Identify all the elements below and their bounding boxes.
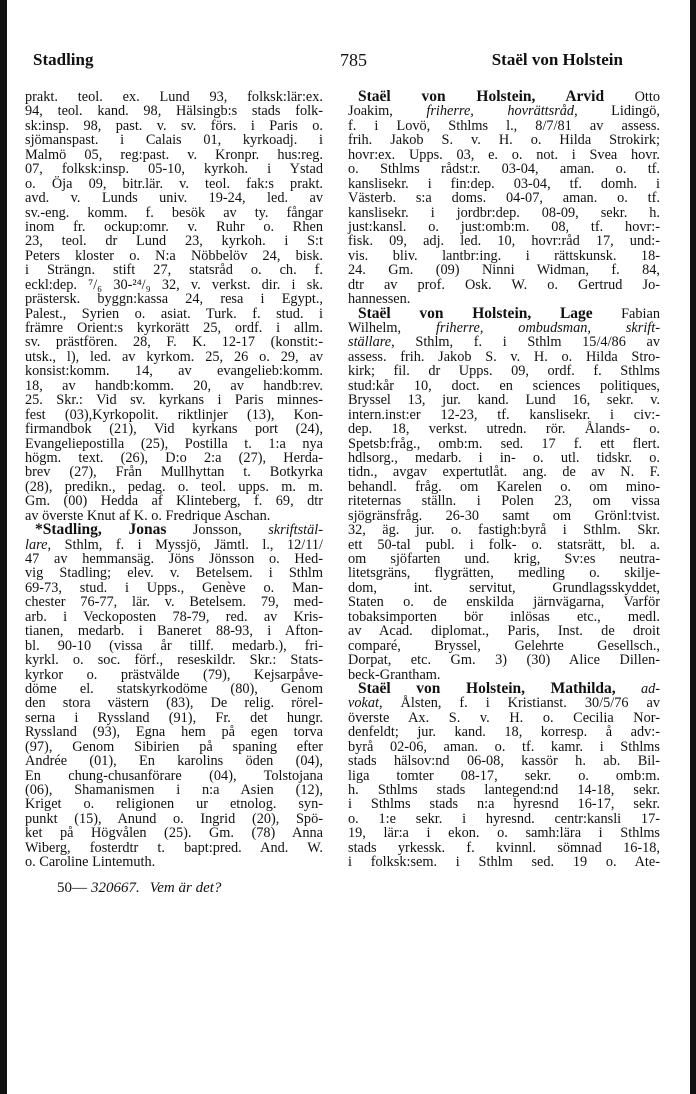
text-line [25, 740, 323, 754]
footer-code: 50— [57, 880, 87, 896]
text-run: liga tomter 08-17, sekr. o. omb:m. [348, 767, 660, 784]
text-line [348, 350, 660, 364]
italic-text: ad- [640, 680, 660, 697]
text-run: (06), Shamanismen i n:a Asien (12), [25, 782, 323, 798]
text-run: Wilhelm, [348, 320, 436, 336]
entry-paragraph [348, 304, 660, 683]
text-run: , Sthlm, f. i Sthlm 15/4/86 av [391, 334, 660, 351]
text-line [348, 696, 660, 710]
text-run: Bryssel 13, jur. kand. Lund 16, sekr. v. [348, 392, 660, 409]
text-line [348, 177, 660, 191]
text-line [348, 278, 660, 292]
text-run: 32, äg. jur. o. fastigh:byrå i Sthlm. Skr. [348, 522, 660, 539]
text-line [348, 437, 660, 451]
text-run: inom fr. ockup:omr. v. Ruhr o. Rhen [25, 218, 323, 235]
text-line [348, 552, 660, 566]
text-line [25, 234, 323, 248]
text-run: kyrkl. o. soc. förf., reseskildr. Skr.: Stats- [25, 652, 323, 669]
text-run: av överste Knut af K. o. Fredrique Aschan. [25, 507, 271, 524]
text-line [348, 249, 660, 263]
text-line [348, 263, 660, 277]
text-line [25, 292, 323, 306]
text-line [348, 679, 660, 697]
text-column-left [25, 90, 323, 870]
text-run: o. 1:e sekr. i hyresnd. centr:kansli 17- [348, 810, 660, 827]
footer-number: 320667. [91, 880, 140, 896]
text-line [348, 393, 660, 407]
text-run: hovr:ex. Upps. 03, e. o. not. i Svea hovr. [348, 146, 660, 163]
text-line [25, 826, 323, 840]
text-run: eckl:dep. ⁷/₆ 30-²⁴/₉ 32, v. verkst. dir. i sk. [25, 276, 323, 293]
text-run: av Acad. diplomat., Paris, Inst. de droit [348, 623, 660, 640]
text-line [348, 523, 660, 537]
text-run: den stora västern (83), De relig. rörel- [25, 695, 323, 712]
text-run: sjömanspast. i Calais 01, kyrkoadj. i [25, 132, 323, 149]
text-line [348, 90, 660, 104]
text-line [25, 566, 323, 580]
text-line [348, 610, 660, 624]
text-line [25, 90, 323, 104]
text-run: sv.-eng. komm. f. besök av ty. fångar [25, 204, 323, 221]
text-line [348, 538, 660, 552]
text-run: avd. v. Lunds univ. 19-24, led. av [25, 190, 323, 207]
text-run: tianen, medarb. i Baneret 88-93, i Afton- [25, 623, 323, 640]
text-line [25, 104, 323, 118]
text-run: sk:insp. 98, past. v. sv. förs. i Paris o. [25, 117, 323, 134]
page-number: 785 [340, 50, 367, 70]
text-line [25, 581, 323, 595]
text-run: 19, lär:a i ekon. o. samh:lära i Sthlms [348, 825, 660, 842]
entry-name: Staël von Holstein, Lage [358, 304, 593, 322]
text-run: stads yrkessk. f. kvinnl. sömnad 16-18, [348, 839, 660, 856]
text-line [25, 379, 323, 393]
italic-text: ställare [348, 334, 392, 351]
text-line [25, 321, 323, 335]
text-run: comparé, Bryssel, Gelehrte Gesellsch., [348, 637, 660, 654]
text-run: ket på Högvålen (25). Gm. (78) Anna [25, 825, 323, 842]
text-run: firmandbok (21), Vid kyrkans port (24), [25, 421, 323, 438]
text-run: Malmö 05, reg:past. v. Kronpr. hus:reg. [25, 146, 323, 163]
text-line [25, 668, 323, 682]
text-run: 94, teol. kand. 98, Hälsingb:s stads folk- [25, 103, 323, 120]
text-line [348, 191, 660, 205]
text-run: hannessen. [348, 291, 411, 308]
text-line [348, 566, 660, 580]
text-run: behandl. fråg. om Karelen o. om mino- [348, 478, 660, 495]
text-run: kanslisekr. i fin:dep. 03-04, tf. domh. i [348, 175, 660, 192]
text-line [25, 263, 323, 277]
text-run: assess. frih. Jakob S. v. H. o. Hilda Stro- [348, 348, 660, 365]
text-line [25, 451, 323, 465]
text-line [25, 855, 323, 869]
text-line [348, 119, 660, 133]
entry-paragraph [348, 90, 660, 307]
footer-title: Vem är det? [149, 880, 222, 896]
text-run: Wiberg, fosterdtr t. bapt:pred. And. W. [25, 839, 323, 856]
italic-text: friherre, hovrättsråd [426, 103, 575, 120]
text-column-right [348, 90, 660, 870]
text-run: om sjöfarten und. krig, Sv:es neutra- [348, 551, 660, 567]
text-run: dep. 18, verkst. utredn. rör. Ålands- o. [348, 421, 660, 438]
text-line [25, 696, 323, 710]
text-line [348, 206, 660, 220]
text-run: denfeldt; jur. kand. 18, korresp. å adv:- [348, 724, 660, 741]
text-run: o. Öja 09, bitr.lär. v. teol. fak:s prakt. [25, 175, 323, 192]
text-run: Otto [604, 89, 660, 105]
scan-edge-right [690, 0, 696, 1094]
text-line [348, 480, 660, 494]
text-run: ett 50-tal publ. i folk- o. statsrätt, bl. a. [348, 536, 660, 553]
text-run: högm. text. (26), D:o 2:a (27), Herda- [25, 449, 323, 466]
text-line [348, 812, 660, 826]
text-line [348, 379, 660, 393]
text-line [25, 797, 323, 811]
text-run: Palest., Syrien o. asiat. Turk. f. stud. i [25, 305, 323, 322]
text-line [348, 465, 660, 479]
text-line [25, 393, 323, 407]
text-run: hdlsorg., medarb. i in- o. utl. tidskr. o. [348, 449, 660, 466]
text-line [348, 234, 660, 248]
text-line [25, 206, 323, 220]
text-line [25, 538, 323, 552]
text-run: främre Orient:s kyrkorätt 25, ordf. i allm. [25, 320, 323, 336]
text-run: dom, int. servitut, Grundlagsskyddet, [348, 579, 660, 596]
text-run: 18, av handb:komm. 20, av handb:rev. [25, 377, 323, 394]
text-run: frih. Jakob S. v. H. o. Hilda Strokirk; [348, 132, 660, 149]
text-line [25, 639, 323, 653]
text-line [25, 610, 323, 624]
text-line [348, 595, 660, 609]
text-line [25, 682, 323, 696]
text-run: just:kansl. o. just:omb:m. 08, tf. hovr:- [348, 218, 660, 235]
text-run: , Lidingö, [574, 103, 660, 120]
text-run: Västerb. s:a doms. 04-07, aman. o. tf. [348, 190, 660, 207]
text-line [25, 119, 323, 133]
text-run: i Sthlms stads n:a hyresnd 16-17, sekr. [348, 796, 660, 813]
text-line [25, 480, 323, 494]
text-line [25, 494, 323, 508]
text-line [348, 855, 660, 869]
text-run: o. Caroline Lintemuth. [25, 854, 156, 871]
text-line [25, 278, 323, 292]
text-run: Spetsb:fråg., omb:m. sed. 17 f. ett flert. [348, 435, 660, 452]
text-run: Kriget o. religionen ur etnolog. syn- [25, 796, 323, 813]
text-run: Peters kloster o. N:a Nöbbelöv 24, bisk. [25, 247, 323, 264]
text-run: punkt (15), Anund o. Ingrid (20), Spö- [25, 810, 323, 827]
text-line [25, 191, 323, 205]
text-run: vig Stadling; elev. v. Betelsem. i Sthlm [25, 565, 323, 582]
text-line [348, 653, 660, 667]
text-run: prakt. teol. ex. Lund 93, folksk:lär:ex. [25, 89, 323, 105]
text-run: 69-73, stud. i Upps., Genève o. Man- [25, 579, 323, 596]
text-run: Dorpat, etc. Gm. 3) (30) Alice Dillen- [348, 652, 660, 669]
running-head-right: Staël von Holstein [491, 50, 623, 69]
text-line [25, 754, 323, 768]
text-line [25, 220, 323, 234]
text-line [348, 408, 660, 422]
text-line [348, 133, 660, 147]
text-run: fest (03),Kyrkopolit. riktlinjer (13), Kon- [25, 406, 323, 423]
text-run: kirk; fil. dr Upps. 09, ordf. f. Sthlms [348, 363, 660, 380]
text-run: Staten o. de enskilda järnvägarna, Varför [348, 594, 660, 611]
text-line [25, 653, 323, 667]
text-line [25, 364, 323, 378]
text-run: i Strängn. stift 27, statsråd o. ch. f. [25, 262, 323, 279]
text-line [348, 639, 660, 653]
text-line [348, 422, 660, 436]
text-line [348, 581, 660, 595]
text-run: litetsgräns, flygrätten, medling o. skilje- [348, 565, 660, 582]
entry-paragraph [348, 679, 660, 871]
entry-paragraph [25, 90, 323, 523]
text-run: Jonsson, [166, 522, 269, 539]
text-line [25, 595, 323, 609]
text-line [25, 725, 323, 739]
text-run: sjögränsfråg. 26-30 samt om Grönl:tvist. [348, 507, 660, 524]
text-line [25, 408, 323, 422]
text-run: dtr av prof. Osk. W. o. Gertrud Jo- [348, 276, 660, 293]
entry-name: Staël von Holstein, Mathilda, [358, 679, 616, 697]
text-line [25, 335, 323, 349]
text-line [348, 162, 660, 176]
text-run: Gm. (00) Hedda af Klinteberg, f. 69, dtr [25, 493, 323, 510]
text-line [25, 769, 323, 783]
text-run: konsist:komm. 14, av evangelieb:komm. [25, 363, 323, 380]
text-run: stads hälsov:nd 06-08, kassör h. ab. Bil- [348, 753, 660, 770]
text-run: o. Sthlms rådst:r. 03-04, aman. o. tf. [348, 161, 660, 178]
text-run: i folksk:sem. i Sthlm sed. 19 o. Ate- [348, 854, 660, 871]
text-line [348, 826, 660, 840]
text-run: , Sthlm, f. i Myssjö, Jämtl. l., 12/11/ [47, 536, 323, 553]
text-run: 07, folksk:insp. 05-10, kyrkoh. i Ystad [25, 161, 323, 178]
text-run: tobaksimporten bör inlösas etc., medl. [348, 608, 660, 625]
text-run: byrå 02-06, aman. o. tf. kamr. i Sthlms [348, 738, 660, 755]
text-run: serna i Ryssland (91), Fr. det hungr. [25, 709, 323, 726]
text-run: döme el. statskyrkodöme (80), Genom [25, 680, 323, 697]
entry-paragraph [25, 523, 323, 870]
text-line [25, 249, 323, 263]
text-line [348, 754, 660, 768]
text-line [348, 364, 660, 378]
text-run: arb. i Veckoposten 78-79, red. av Kris- [25, 608, 323, 625]
text-line [348, 783, 660, 797]
text-line [348, 335, 660, 349]
text-line [348, 624, 660, 638]
text-run: f. i Lovö, Sthlms l., 8/7/81 av assess. [348, 117, 660, 134]
text-line [25, 148, 323, 162]
text-run: Evangeliepostilla (25), Postilla t. 1:a nya [25, 435, 323, 452]
text-run: Joakim, [348, 103, 427, 120]
text-line [25, 783, 323, 797]
text-run: 23, teol. dr Lund 23, kyrkoh. i S:t [25, 233, 323, 250]
text-run: (97), Genom Sibirien på spaning efter [25, 738, 323, 755]
text-run: En chung-chusanförare (04), Tolstojana [25, 767, 323, 784]
text-run: kyrkor o. prästvälde (79), Kejsarpåve- [25, 666, 323, 683]
text-run: prästersk. byggn:kassa 24, resa i Egypt., [25, 291, 323, 308]
page-footer [57, 880, 221, 897]
text-line [25, 841, 323, 855]
text-run: utsk., l), led. av kyrkom. 25, 26 o. 29, av [25, 348, 323, 365]
text-line [25, 307, 323, 321]
text-line [25, 624, 323, 638]
text-line [25, 162, 323, 176]
text-line [348, 451, 660, 465]
text-line [348, 797, 660, 811]
text-line [348, 841, 660, 855]
text-run: bl. 90-10 (vissa år tillf. medarb.), fri- [25, 637, 323, 654]
text-run: tidn., avgav expertutlåt. ang. de av N. F. [348, 464, 660, 481]
text-run: stud:kår 10, doct. en sciences politiques, [348, 377, 660, 394]
text-line [348, 321, 660, 335]
scan-edge-left [0, 0, 7, 1094]
text-line [25, 523, 323, 537]
text-line [25, 177, 323, 191]
italic-text: friherre, ombudsman, skrift- [435, 320, 660, 336]
text-run: kanslisekr. i jordbr:dep. 08-09, sekr. h. [348, 204, 660, 221]
text-line [348, 220, 660, 234]
text-run: brev (27), Från Mullhyttan t. Botkyrka [25, 464, 323, 481]
text-run: intern.inst:er 12-23, tf. kanslisekr. i civ:- [348, 406, 660, 423]
text-run: 47 av hemmansäg. Jöns Jönsson o. Hed- [25, 551, 323, 567]
text-line [25, 711, 323, 725]
text-line [25, 552, 323, 566]
text-line [348, 769, 660, 783]
text-run: Fabian [592, 305, 660, 322]
text-run: chester 76-77, lär. v. Betelsem. 79, med- [25, 594, 323, 611]
text-run: 25. Skr.: Vid sv. kyrkans i Paris minnes- [25, 392, 323, 409]
text-line [25, 465, 323, 479]
text-run: (28), predikn., pedag. o. teol. upps. m. m. [25, 478, 323, 495]
text-run: 24. Gm. (09) Ninni Widman, f. 84, [348, 262, 660, 279]
text-line [25, 422, 323, 436]
text-run: , Ålsten, f. i Kristianst. 30/5/76 av [378, 695, 660, 712]
text-line [25, 133, 323, 147]
text-line [348, 711, 660, 725]
text-run: beck-Grantham. [348, 666, 441, 683]
text-line [348, 104, 660, 118]
text-line [348, 148, 660, 162]
text-line [348, 304, 660, 322]
text-run: h. Sthlms stads lantegend:nd 14-18, sekr. [348, 782, 660, 798]
italic-text: skriftstäl- [268, 522, 323, 539]
italic-text: lare [25, 536, 48, 553]
entry-name: Staël von Holstein, Arvid [358, 88, 605, 105]
text-line [25, 350, 323, 364]
text-run: riteternas ställn. i Polen 23, om vissa [348, 493, 660, 510]
text-line [25, 437, 323, 451]
entry-name: *Stadling, Jonas [35, 521, 167, 539]
text-line [348, 494, 660, 508]
text-run: fisk. 09, adj. led. 10, hovr:råd 17, und:- [348, 233, 660, 250]
text-line [348, 740, 660, 754]
text-run: vis. bliv. lantbr:ing. i rättskunsk. 18- [348, 247, 660, 264]
text-line [348, 509, 660, 523]
text-run: Andrée (01), En karolins öden (04), [25, 753, 323, 770]
text-run: sv. prästfören. 28, F. K. 12-17 (konstit:- [25, 334, 323, 351]
text-run: Ryssland (93), Egna hem på egen torva [25, 724, 323, 741]
text-line [348, 725, 660, 739]
italic-text: vokat [348, 695, 379, 712]
text-line [25, 812, 323, 826]
text-run: överste Ax. S. v. H. o. Cecilia Nor- [348, 709, 660, 726]
running-head-left: Stadling [33, 50, 94, 69]
